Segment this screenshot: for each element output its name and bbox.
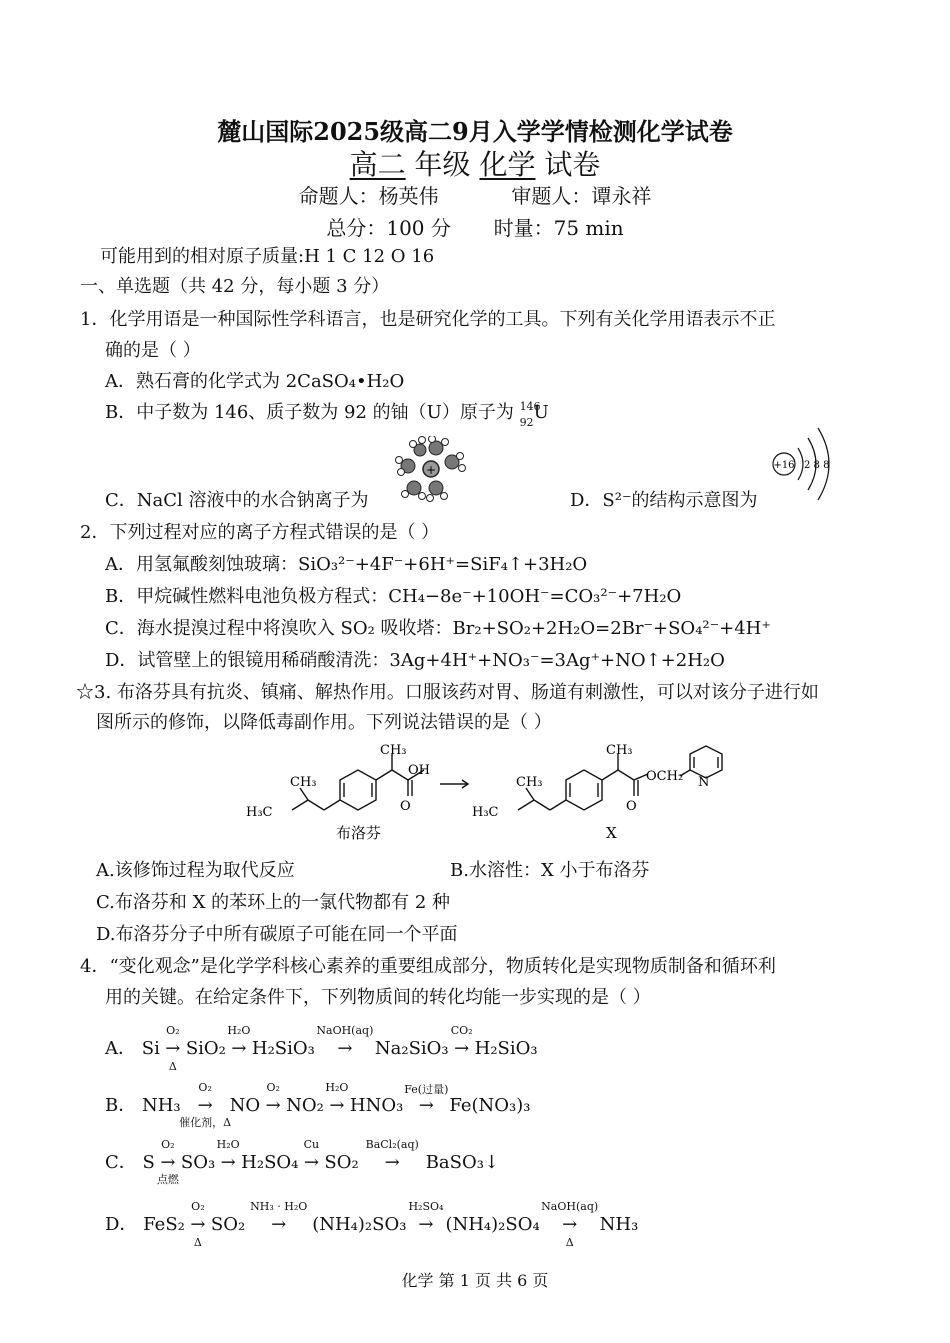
q4-b-condition-top: H₂O (325, 1081, 349, 1094)
section-heading: 一、单选题（共 42 分，每小题 3 分） (80, 276, 390, 297)
q4-option-a-label: A． (105, 1038, 136, 1059)
q4-c-condition-top: O₂ (161, 1138, 175, 1151)
q4-c-condition-top: H₂O (216, 1138, 240, 1151)
q3-option-c: C.布洛芬和 X 的苯环上的一氯代物都有 2 种 (96, 892, 451, 913)
ibuprofen-isobutyl-methyl: CH₃ (290, 775, 317, 790)
q1-stem-1: 1．化学用语是一种国际性学科语言，也是研究化学的工具。下列有关化学用语表示不正 (80, 309, 776, 330)
q2-option-d: D．试管壁上的银镜用稀硝酸清洗：3Ag+4H⁺+NO₃⁻=3Ag⁺+NO↑+2H₂O (105, 650, 725, 671)
total-score: 总分：100 分 (326, 216, 451, 240)
q4-b-arrow: → O₂ (265, 1081, 281, 1116)
grade-suffix: 年级 (414, 148, 471, 181)
q4-c-arrow: → O₂ 点燃 (156, 1138, 179, 1186)
q3-stem-2: 图所示的修饰，以降低毒副作用。下列说法错误的是（ ） (96, 712, 552, 733)
q4-d-arrow: → O₂ Δ (190, 1200, 206, 1249)
q4-b-species: Fe(NO₃)₃ (449, 1095, 531, 1116)
page-footer: 化学 第 1 页 共 6 页 (401, 1271, 549, 1290)
ibuprofen-h3c: H₃C (246, 805, 273, 820)
q4-a-condition-top: NaOH(aq) (316, 1024, 374, 1037)
q3-option-b: B.水溶性：X 小于布洛芬 (450, 860, 650, 881)
sulfide-structure-diagram (768, 424, 840, 504)
uranium-element: U (533, 402, 549, 423)
q4-a-species: Na₂SiO₃ (374, 1038, 449, 1059)
q4-c-species: BaSO₃↓ (425, 1152, 500, 1173)
q4-b-arrow: → O₂ 催化剂，Δ (179, 1081, 232, 1129)
q4-a-arrow: → NaOH(aq) (316, 1024, 374, 1059)
q4-c-arrow: → H₂O (216, 1138, 240, 1173)
x-h3c: H₃C (472, 805, 499, 820)
subject-value: 化学 (479, 148, 536, 181)
q4-c-arrow: → Cu (303, 1138, 320, 1173)
q4-a-arrow: → CO₂ (450, 1024, 473, 1059)
q4-a-condition-top: O₂ (166, 1024, 180, 1037)
q4-d-arrow: → NaOH(aq) Δ (541, 1200, 599, 1249)
q4-a-species: H₂SiO₃ (474, 1038, 538, 1059)
q4-stem-1: 4．“变化观念”是化学学科核心素养的重要组成部分，物质转化是实现物质制备和循环利 (80, 956, 776, 977)
x-carbonyl-o: O (626, 799, 637, 814)
q4-option-d (105, 1200, 639, 1249)
ibuprofen-carbonyl-o: O (400, 799, 411, 814)
q4-c-species: S (142, 1152, 155, 1173)
q4-d-condition-bottom: Δ (565, 1236, 574, 1249)
q4-c-species: SO₃ (180, 1152, 216, 1173)
q4-a-species: H₂SiO₃ (251, 1038, 315, 1059)
ibuprofen-modification-scheme (240, 740, 740, 850)
q4-b-species: NO (229, 1095, 261, 1116)
q4-d-condition-top: NH₃ · H₂O (250, 1200, 308, 1213)
q4-d-species: (NH₄)₂SO₃ (312, 1214, 407, 1235)
q4-a-arrow: → O₂ Δ (165, 1024, 181, 1073)
q4-d-condition-top: O₂ (191, 1200, 205, 1213)
uranium-atomic-number: 92 (519, 416, 534, 429)
q1-option-b (105, 400, 549, 429)
q4-d-species: (NH₄)₂SO₄ (445, 1214, 540, 1235)
q4-option-a (105, 1024, 538, 1073)
exam-title: 麓山国际2025级高二9月入学学情检测化学试卷 (217, 117, 733, 146)
q4-d-arrow: → NH₃ · H₂O (250, 1200, 308, 1235)
q4-d-condition-top: NaOH(aq) (541, 1200, 599, 1213)
q4-d-condition-top: H₂SO₄ (408, 1200, 444, 1213)
q2-option-b: B．甲烷碱性燃料电池负极方程式：CH₄−8e⁻+10OH⁻=CO₃²⁻+7H₂O (105, 586, 682, 607)
svg-text:+: + (425, 463, 437, 477)
q1-option-b-text: B．中子数为 146、质子数为 92 的铀（U）原子为 (105, 402, 514, 423)
uranium-mass-number: 146 (519, 400, 541, 413)
ibuprofen-methyl: CH₃ (380, 743, 407, 758)
q1-option-c: C．NaCl 溶液中的水合钠离子为 (105, 490, 369, 511)
q1-option-a: A．熟石膏的化学式为 2CaSO₄•H₂O (105, 371, 405, 392)
q4-c-arrow: → BaCl₂(aq) (365, 1138, 419, 1173)
ibuprofen-label: 布洛芬 (336, 824, 382, 842)
x-ester-link: OCH₂ (646, 769, 684, 784)
q4-b-species: NH₃ (141, 1095, 181, 1116)
q4-a-species: Si (141, 1038, 160, 1059)
authors-line (0, 180, 950, 209)
q4-d-species: NH₃ (599, 1214, 639, 1235)
q2-stem: 2．下列过程对应的离子方程式错误的是（ ） (80, 522, 440, 543)
q2-option-c: C．海水提溴过程中将溴吹入 SO₂ 吸收塔：Br₂+SO₂+2H₂O=2Br⁻+SO₄²⁻+4H⁺ (105, 618, 771, 639)
grade-value: 高二 (349, 148, 406, 181)
q4-b-species: NO₂ (286, 1095, 324, 1116)
q4-b-condition-top: Fe(过量) (404, 1083, 449, 1096)
q4-option-c-label: C． (105, 1152, 137, 1173)
q4-c-condition-top: BaCl₂(aq) (365, 1138, 419, 1151)
atomic-mass-note: 可能用到的相对原子质量:H 1 C 12 O 16 (100, 246, 435, 267)
q4-b-condition-top: O₂ (198, 1081, 212, 1094)
x-isobutyl-methyl: CH₃ (516, 775, 543, 790)
time-limit: 时量：75 min (493, 216, 624, 240)
q4-c-condition-top: Cu (303, 1138, 320, 1151)
q4-stem-2: 用的关键。在给定条件下，下列物质间的转化均能一步实现的是（ ） (105, 987, 651, 1008)
q4-c-species: SO₂ (324, 1152, 359, 1173)
sulfide-nucleus-label: +16 (773, 460, 795, 471)
exam-subtitle (0, 143, 950, 183)
compound-x-label: X (606, 824, 617, 842)
subject-suffix: 试卷 (544, 148, 601, 181)
q4-option-d-label: D． (105, 1214, 138, 1235)
uranium-symbol (519, 400, 549, 429)
x-methyl: CH₃ (606, 743, 633, 758)
q4-a-species: SiO₂ (185, 1038, 226, 1059)
reviewer: 审题人：谭永祥 (511, 184, 652, 208)
q4-option-b (105, 1081, 531, 1129)
q1-option-d: D．S²⁻的结构示意图为 (570, 490, 758, 511)
pyridine-nitrogen: N (698, 775, 710, 790)
sulfide-shell-electrons: 2 8 8 (804, 460, 830, 471)
q4-a-condition-top: CO₂ (450, 1024, 473, 1037)
q1-stem-2: 确的是（ ） (105, 340, 201, 361)
q4-a-arrow: → H₂O (227, 1024, 251, 1059)
q4-b-condition-top: O₂ (266, 1081, 280, 1094)
score-line (0, 212, 950, 241)
q4-a-condition-bottom: Δ (168, 1060, 177, 1073)
q4-c-species: H₂SO₄ (241, 1152, 299, 1173)
setter: 命题人：杨英伟 (298, 184, 439, 208)
q4-d-species: FeS₂ (143, 1214, 185, 1235)
q4-d-condition-bottom: Δ (193, 1236, 202, 1249)
q4-option-b-label: B． (105, 1095, 137, 1116)
q4-b-species: HNO₃ (349, 1095, 404, 1116)
hydrated-sodium-ion-image (392, 436, 470, 502)
q4-d-arrow: → H₂SO₄ (408, 1200, 444, 1235)
q2-option-a: A．用氢氟酸刻蚀玻璃：SiO₃²⁻+4F⁻+6H⁺=SiF₄↑+3H₂O (105, 554, 588, 575)
q3-stem-1: ☆3. 布洛芬具有抗炎、镇痛、解热作用。口服该药对胃、肠道有刺激性，可以对该分子进行如 (76, 682, 819, 703)
q4-b-condition-bottom: 催化剂，Δ (179, 1116, 232, 1129)
q4-option-c (105, 1138, 500, 1186)
q4-b-arrow: → H₂O (325, 1081, 349, 1116)
q4-a-condition-top: H₂O (227, 1024, 251, 1037)
q4-b-arrow: → Fe(过量) (404, 1083, 449, 1116)
ibuprofen-hydroxyl: OH (408, 763, 430, 778)
q4-c-condition-bottom: 点燃 (156, 1173, 179, 1186)
q3-option-a: A.该修饰过程为取代反应 (96, 860, 295, 881)
q3-option-d: D.布洛芬分子中所有碳原子可能在同一个平面 (96, 924, 458, 945)
q4-d-species: SO₂ (210, 1214, 246, 1235)
